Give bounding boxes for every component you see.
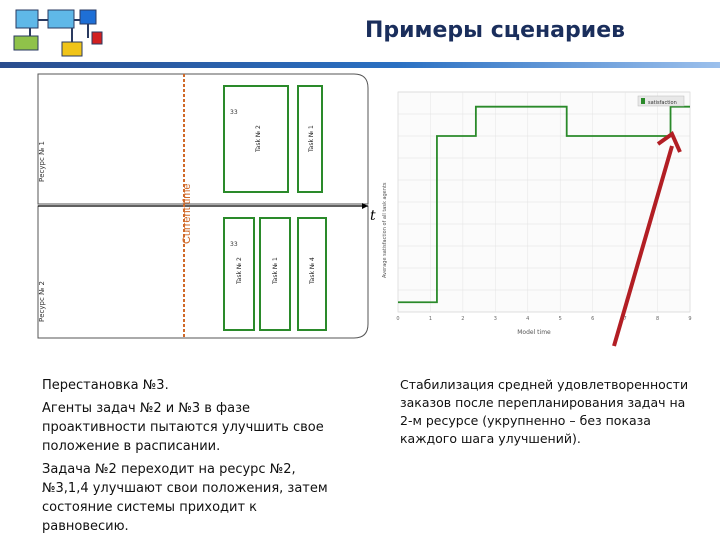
network-logo-icon [10, 6, 110, 60]
slide-title: Примеры сценариев [364, 18, 626, 43]
x-tick-label: 7 [623, 316, 627, 322]
y-axis-label: Average satisfaction of all task agents [382, 182, 388, 278]
x-tick-label: 0 [396, 316, 400, 322]
x-tick-label: 8 [655, 316, 660, 322]
task-label: Task № 1 [308, 125, 315, 152]
left-description [42, 376, 342, 540]
x-tick-label: 9 [688, 316, 692, 322]
legend-swatch [641, 98, 645, 104]
header-accent-bar [0, 62, 720, 68]
task-label: Task № 4 [309, 257, 316, 284]
task-start: 33 [230, 109, 238, 116]
legend-entry: satisfaction [648, 100, 677, 106]
task-label: Task № 2 [255, 125, 262, 152]
x-tick-label: 5 [558, 316, 562, 322]
paragraph: Агенты задач №2 и №3 в фазе проактивности пытаются улучшить свое положение в расписании. [42, 401, 324, 454]
time-axis-label: t [370, 208, 376, 224]
right-description: Стабилизация средней удовлетворенности заказов после перепланирования задач на 2-м ресурсе (укрупненно – без показа каждого шага улучшений). [400, 377, 689, 446]
resource1-label: Ресурс № 1 [38, 141, 46, 182]
x-tick-label: 4 [526, 316, 530, 322]
paragraph: Задача №2 переходит на ресурс №2, №3,1,4 улучшают свои положения, затем состояние системы приходит к равновесию. [42, 462, 328, 534]
resource2-label: Ресурс № 2 [38, 281, 46, 322]
slide-header [0, 0, 720, 66]
red-arrow-icon [600, 120, 690, 360]
x-axis-label: Model time [517, 329, 551, 336]
task-label: Task № 1 [272, 257, 279, 284]
x-tick-label: 2 [461, 316, 465, 322]
gantt-schedule [34, 72, 376, 340]
x-tick-label: 6 [591, 316, 595, 322]
x-tick-label: 1 [428, 316, 433, 322]
task-label: Task № 2 [236, 257, 243, 284]
paragraph: Перестановка №3. [42, 378, 169, 393]
task-start: 33 [230, 241, 238, 248]
current-time-label: Current time [181, 183, 193, 244]
x-tick-label: 3 [493, 316, 497, 322]
